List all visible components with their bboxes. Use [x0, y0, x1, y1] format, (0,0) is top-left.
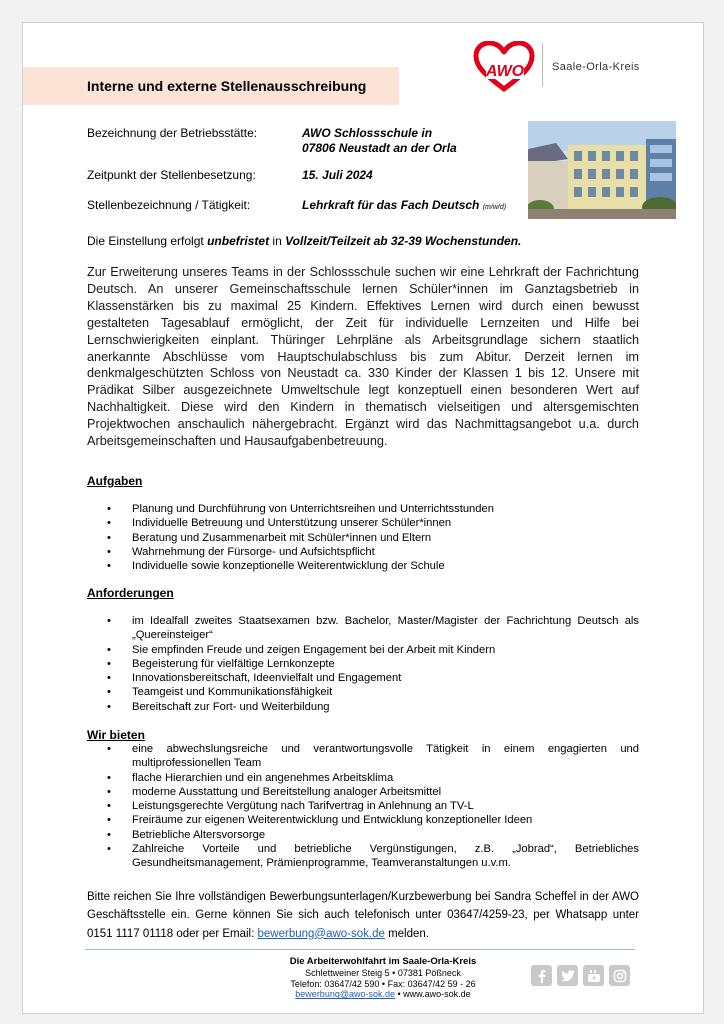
facility-line2: 07806 Neustadt an der Orla [302, 141, 457, 155]
school-photo [528, 121, 676, 219]
list-item: • Innovationsbereitschaft, Ideenvielfalt und Engagement [87, 671, 639, 685]
meta-value-start-date: 15. Juli 2024 [302, 168, 373, 182]
section-heading-aufgaben: Aufgaben [87, 474, 143, 488]
logo-divider [542, 43, 543, 87]
meta-value-facility [302, 126, 457, 156]
section-heading-anforderungen: Anforderungen [87, 586, 174, 600]
footer-org-name: Die Arbeiterwohlfahrt im Saale-Orla-Kreis [289, 956, 477, 967]
list-item: • Begeisterung für vielfältige Lernkonzepte [87, 657, 639, 671]
contact-text: Bitte reichen Sie Ihre vollständigen Bewerbungsunterlagen/Kurzbewerbung bei Sandra Scheffel in der AWO Geschäftsstelle ein. Gerne können Sie sich auch telefonisch unter 03647/4259-23, per Whatsapp unter 0151 1117 01118 oder per Email: [87, 891, 639, 940]
employment-middle: in [269, 234, 286, 248]
aufgaben-list [87, 502, 647, 573]
employment-term: unbefristet [207, 234, 270, 248]
footer-divider [85, 949, 635, 950]
footer-phone: Telefon: 03647/42 590 • Fax: 03647/42 59 - 26 [290, 978, 476, 989]
list-item: • Bereitschaft zur Fort- und Weiterbildung [87, 700, 639, 714]
list-item: • Beratung und Zusammenarbeit mit Schüler*innen und Eltern [87, 531, 647, 545]
list-item: • Planung und Durchführung von Unterrichtsreihen und Unterrichtsstunden [87, 502, 647, 516]
meta-label-facility: Bezeichnung der Betriebsstätte: [87, 126, 258, 140]
employment-terms [87, 234, 647, 249]
list-item: • eine abwechslungsreiche und verantwortungsvolle Tätigkeit in einem engagierten und multiprofessionellen Team [87, 742, 639, 771]
contact-paragraph [87, 888, 639, 943]
document-page [22, 22, 704, 1014]
list-item: • moderne Ausstattung und Bereitstellung analoger Arbeitsmittel [87, 785, 639, 799]
employment-hours: Vollzeit/Teilzeit ab 32-39 Wochenstunden. [285, 234, 522, 248]
list-item: • Leistungsgerechte Vergütung nach Tarifvertrag in Anlehnung an TV-L [87, 799, 639, 813]
twitter-icon[interactable] [557, 965, 578, 986]
contact-closing: melden. [384, 927, 429, 940]
list-item: • Wahrnehmung der Fürsorge- und Aufsichtspflicht [87, 545, 647, 559]
footer-address-block [223, 957, 543, 1000]
intro-paragraph: Zur Erweiterung unseres Teams in der Schlossschule suchen wir eine Lehrkraft der Fachrichtung Deutsch. An unserer Gemeinschaftsschule lernen Schüler*innen im Ganztagsbetrieb in Klassenstärken bis zu maximal 25 Kindern. Effektives Lernen wird durch einen bewusst gestalteten Tagesablauf ermöglicht, der Zeit für individuelle Lernzeiten und Hilfe bei Lernschwierigkeiten einplant. Thüringer Lehrpläne als Arbeitsgrundlage sichern staatlich anerkannte Abschlüsse vom Hauptschulabschluss bis zum Abitur. Derzeit lernen im denkmalgeschützten Schloss von Neustadt ca. 330 Kinder der Klassen 1 bis 12. Unsere mit Prädikat Silber ausgezeichnete Umweltschule legt konzeptuell einen besonderen Wert auf Nachhaltigkeit. Diese wird den Kindern in thematisch vielseitigen und altersgemischten Projektwochen anschaulich nähergebracht. Ergänzt wird das Nachmittagsangebot u.a. durch Arbeitsgemeinschaften und Hausaufgabenbetreuung. [87, 265, 639, 449]
footer-address: Schlettweiner Steig 5 • 07381 Pößneck [305, 967, 461, 978]
list-item: • im Idealfall zweites Staatsexamen bzw. Bachelor, Master/Magister der Fachrichtung Deutsch als „Quereinsteiger“ [87, 614, 639, 643]
position-title: Lehrkraft für das Fach Deutsch [302, 198, 480, 212]
page-title: Interne und externe Stellenausschreibung [87, 78, 367, 94]
footer-email-link[interactable]: bewerbung@awo-sok.de [295, 989, 395, 1000]
social-icons [531, 965, 630, 986]
svg-text:AWO: AWO [485, 63, 525, 80]
list-item: • Freiräume zur eigenen Weiterentwicklung und Entwicklung konzeptioneller Ideen [87, 813, 639, 827]
heart-logo-icon [472, 41, 536, 93]
section-heading-wir-bieten: Wir bieten [87, 728, 145, 742]
list-item: • Zahlreiche Vorteile und betriebliche Vergünstigungen, z.B. „Jobrad“, Betriebliches Gesundheitsmanagement, Prämienprogramme, Teamveranstaltungen u.v.m. [87, 842, 639, 871]
list-item: • Individuelle sowie konzeptionelle Weiterentwicklung der Schule [87, 559, 647, 573]
contact-email-link[interactable]: bewerbung@awo-sok.de [257, 927, 385, 940]
facility-line1: AWO Schlossschule in [302, 126, 433, 140]
list-item: • Betriebliche Altersvorsorge [87, 828, 639, 842]
facebook-icon[interactable] [531, 965, 552, 986]
meta-label-start-date: Zeitpunkt der Stellenbesetzung: [87, 168, 256, 182]
meta-label-position: Stellenbezeichnung / Tätigkeit: [87, 198, 251, 212]
wir-bieten-list [87, 742, 639, 871]
awo-logo [472, 41, 672, 97]
position-gender-suffix: (m/w/d) [482, 204, 507, 211]
list-item: • Sie empfinden Freude und zeigen Engagement bei der Arbeit mit Kindern [87, 643, 639, 657]
employment-prefix: Die Einstellung erfolgt [87, 234, 208, 248]
logo-region: Saale-Orla-Kreis [552, 61, 640, 73]
list-item: • flache Hierarchien und ein angenehmes Arbeitsklima [87, 771, 639, 785]
footer-website: • www.awo-sok.de [395, 989, 471, 1000]
footer-web-line [223, 989, 543, 1000]
anforderungen-list [87, 614, 639, 714]
instagram-icon[interactable] [609, 965, 630, 986]
meta-value-position [302, 198, 506, 215]
title-banner [23, 67, 399, 105]
list-item: • Individuelle Betreuung und Unterstützung unserer Schüler*innen [87, 516, 647, 530]
youtube-icon[interactable] [583, 965, 604, 986]
list-item: • Teamgeist und Kommunikationsfähigkeit [87, 685, 639, 699]
